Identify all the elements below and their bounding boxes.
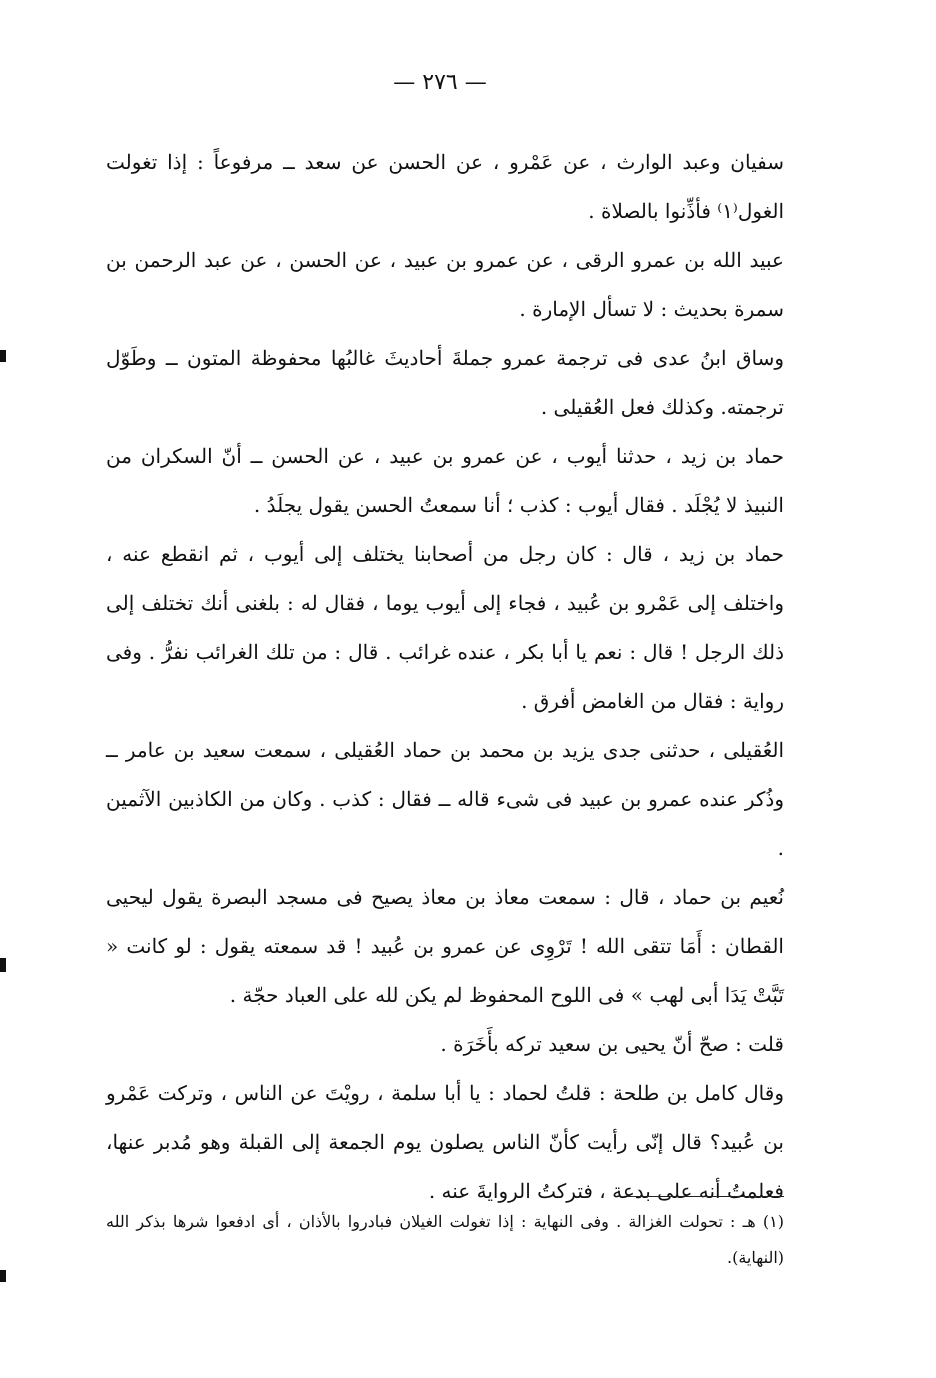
footnote-divider: [628, 1196, 784, 1197]
footnote-1: (١) هـ : تحولت الغزالة . وفى النهاية : إذا تغولت الغيلان فبادروا بالأذان ، أى ادفعوا شرها بذكر الله (النهاية).: [106, 1212, 784, 1267]
paragraph-8: قلت : صحّ أنّ يحيى بن سعيد تركه بأَخَرَة .: [440, 1032, 784, 1056]
paragraph-1: سفيان وعبد الوارث ، عن عَمْرو ، عن الحسن عن سعد ــ مرفوعاً : إذا تغولت الغول⁽١⁾ فأذِّنوا بالصلاة .: [106, 150, 784, 223]
paragraph-6: العُقيلى ، حدثنى جدى يزيد بن محمد بن حماد العُقيلى ، سمعت سعيد بن عامر ــ وذُكر عنده عمرو بن عبيد فى شىء قاله ــ فقال : كذب . وكان من الكاذبين الآثمين .: [106, 738, 785, 860]
margin-mark: [0, 350, 6, 362]
body-text: [106, 138, 784, 1216]
paragraph-3: وساق ابنُ عدى فى ترجمة عمرو جملةَ أحاديثَ غالبُها محفوظة المتون ــ وطَوّل ترجمته. وكذلك فعل العُقيلى .: [106, 346, 784, 419]
paragraph-7: نُعيم بن حماد ، قال : سمعت معاذ بن معاذ يصيح فى مسجد البصرة يقول ليحيى القطان : أَمَا تتقى الله ! تَرْوِى عن عمرو بن عُبيد ! قد سمعته يقول : لو كانت « تَبَّتْ يَدَا أبى لهب » فى اللوح المحفوظ لم يكن لله على العباد حجّة .: [106, 885, 784, 1007]
paragraph-2: عبيد الله بن عمرو الرقى ، عن عمرو بن عبيد ، عن الحسن ، عن عبد الرحمن بن سمرة بحديث : لا تسأل الإمارة .: [106, 248, 784, 321]
footnotes: [106, 1204, 784, 1276]
paragraph-4: حماد بن زيد ، حدثنا أيوب ، عن عمرو بن عبيد ، عن الحسن ــ أنّ السكران من النبيذ لا يُجْلَد . فقال أيوب : كذب ؛ أنا سمعتُ الحسن يقول يجلَدُ .: [106, 444, 784, 517]
paragraph-9: وقال كامل بن طلحة : قلتُ لحماد : يا أبا سلمة ، رويْتَ عن الناس ، وتركت عَمْرو بن عُبيد؟ قال إنّى رأيت كأنّ الناس يصلون يوم الجمعة إلى القبلة وهو مُدبر عنها، فعلمتُ أنه على بدعة ، فتركتُ الروايةَ عنه .: [106, 1081, 784, 1203]
paragraph-5: حماد بن زيد ، قال : كان رجل من أصحابنا يختلف إلى أيوب ، ثم انقطع عنه ، واختلف إلى عَمْرو بن عُبيد ، فجاء إلى أيوب يوما ، فقال له : بلغنى أنك تختلف إلى ذلك الرجل ! قال : نعم يا أبا بكر ، عنده غرائب . قال : من تلك الغرائب نفرُّ . وفى رواية : فقال من الغامض أفرق .: [106, 542, 784, 713]
margin-mark: [0, 1270, 6, 1282]
margin-mark: [0, 958, 6, 972]
page-number: — ٢٧٦ —: [393, 70, 487, 95]
